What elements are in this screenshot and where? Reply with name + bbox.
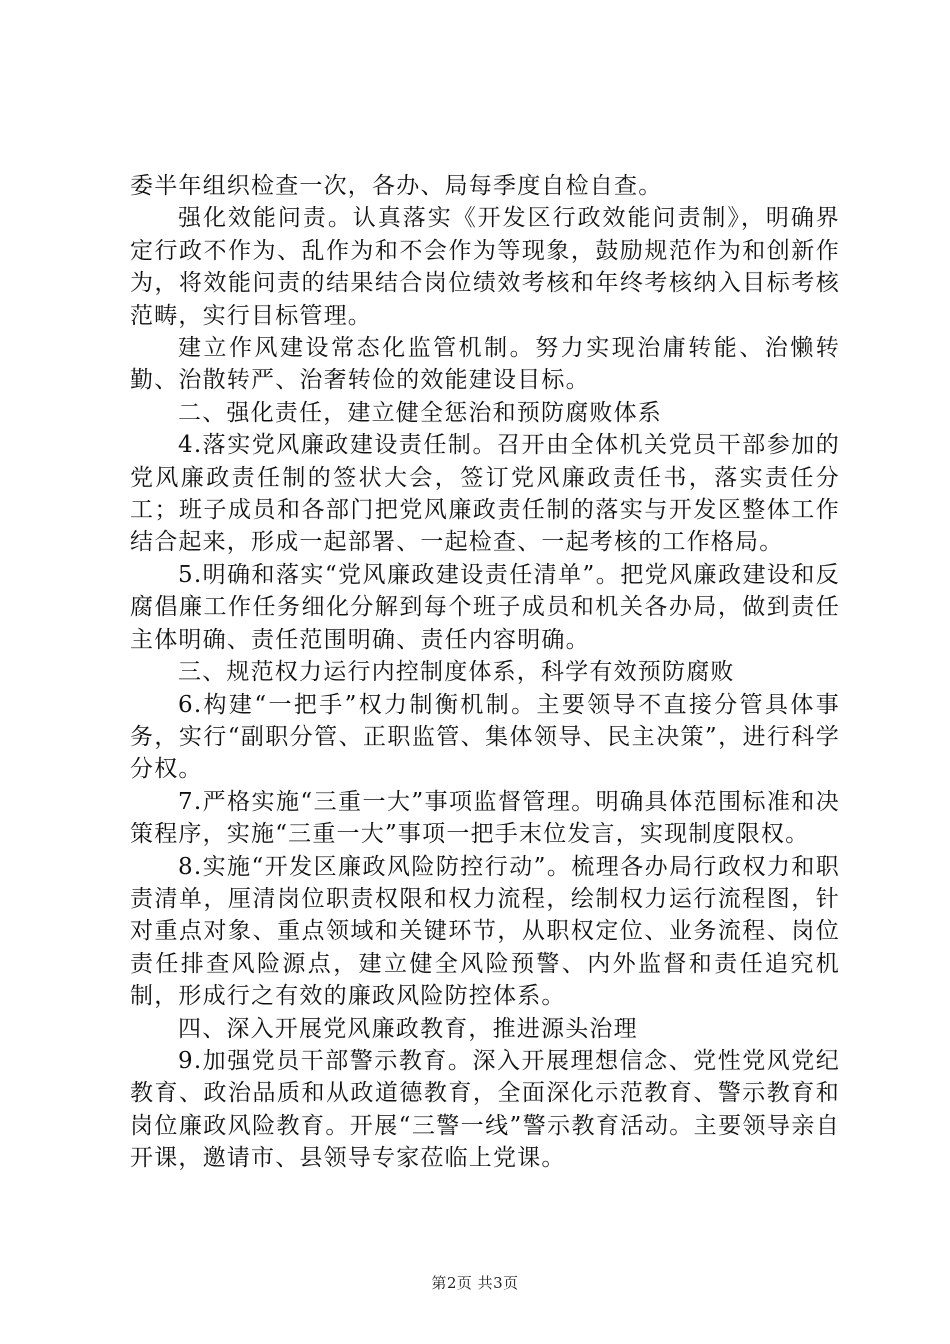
document-body [130,170,840,1175]
paragraph-item-7: 7.严格实施“三重一大”事项监督管理。明确具体范围标准和决策程序，实施“三重一大”事项一把手末位发言，实现制度限权。 [130,788,840,848]
paragraph-item-5: 5.明确和落实“党风廉政建设责任清单”。把党风廉政建设和反腐倡廉工作任务细化分解到每个班子成员和机关各办局，做到责任主体明确、责任范围明确、责任内容明确。 [130,561,840,653]
section-heading-4: 四、深入开展党风廉政教育，推进源头治理 [178,1015,638,1042]
paragraph-item-9: 9.加强党员干部警示教育。深入开展理想信念、党性党风党纪教育、政治品质和从政道德教育，全面深化示范教育、警示教育和岗位廉政风险教育。开展“三警一线”警示教育活动。主要领导亲自开课，邀请市、县领导专家莅临上党课。 [130,1047,840,1172]
section-heading-3: 三、规范权力运行内控制度体系，科学有效预防腐败 [178,659,735,686]
paragraph-item-4: 4.落实党风廉政建设责任制。召开由全体机关党员干部参加的党风廉政责任制的签状大会，签订党风廉政责任书，落实责任分工；班子成员和各部门把党风廉政责任制的落实与开发区整体工作结合起来，形成一起部署、一起检查、一起考核的工作格局。 [130,432,840,556]
paragraph-supervision-mechanism: 建立作风建设常态化监管机制。努力实现治庸转能、治懒转勤、治散转严、治奢转俭的效能建设目标。 [130,335,840,394]
paragraph-item-6: 6.构建“一把手”权力制衡机制。主要领导不直接分管具体事务，实行“副职分管、正职监管、集体领导、民主决策”，进行科学分权。 [130,691,840,783]
paragraph-item-8: 8.实施“开发区廉政风险防控行动”。梳理各办局行政权力和职责清单，厘清岗位职责权限和权力流程，绘制权力运行流程图，针对重点对象、重点领域和关键环节，从职权定位、业务流程、岗位责任排查风险源点，建立健全风险预警、内外监督和责任追究机制，形成行之有效的廉政风险防控体系。 [130,853,840,1010]
section-heading-2: 二、强化责任，建立健全惩治和预防腐败体系 [178,399,662,426]
paragraph-efficiency-accountability: 强化效能问责。认真落实《开发区行政效能问责制》，明确界定行政不作为、乱作为和不会作为等现象，鼓励规范作为和创新作为，将效能问责的结果结合岗位绩效考核和年终考核纳入目标考核范畴，实行目标管理。 [130,205,840,329]
page-number-footer: 第2页 共3页 [431,1274,519,1292]
paragraph-continuation: 委半年组织检查一次，各办、局每季度自检自查。 [130,173,663,199]
